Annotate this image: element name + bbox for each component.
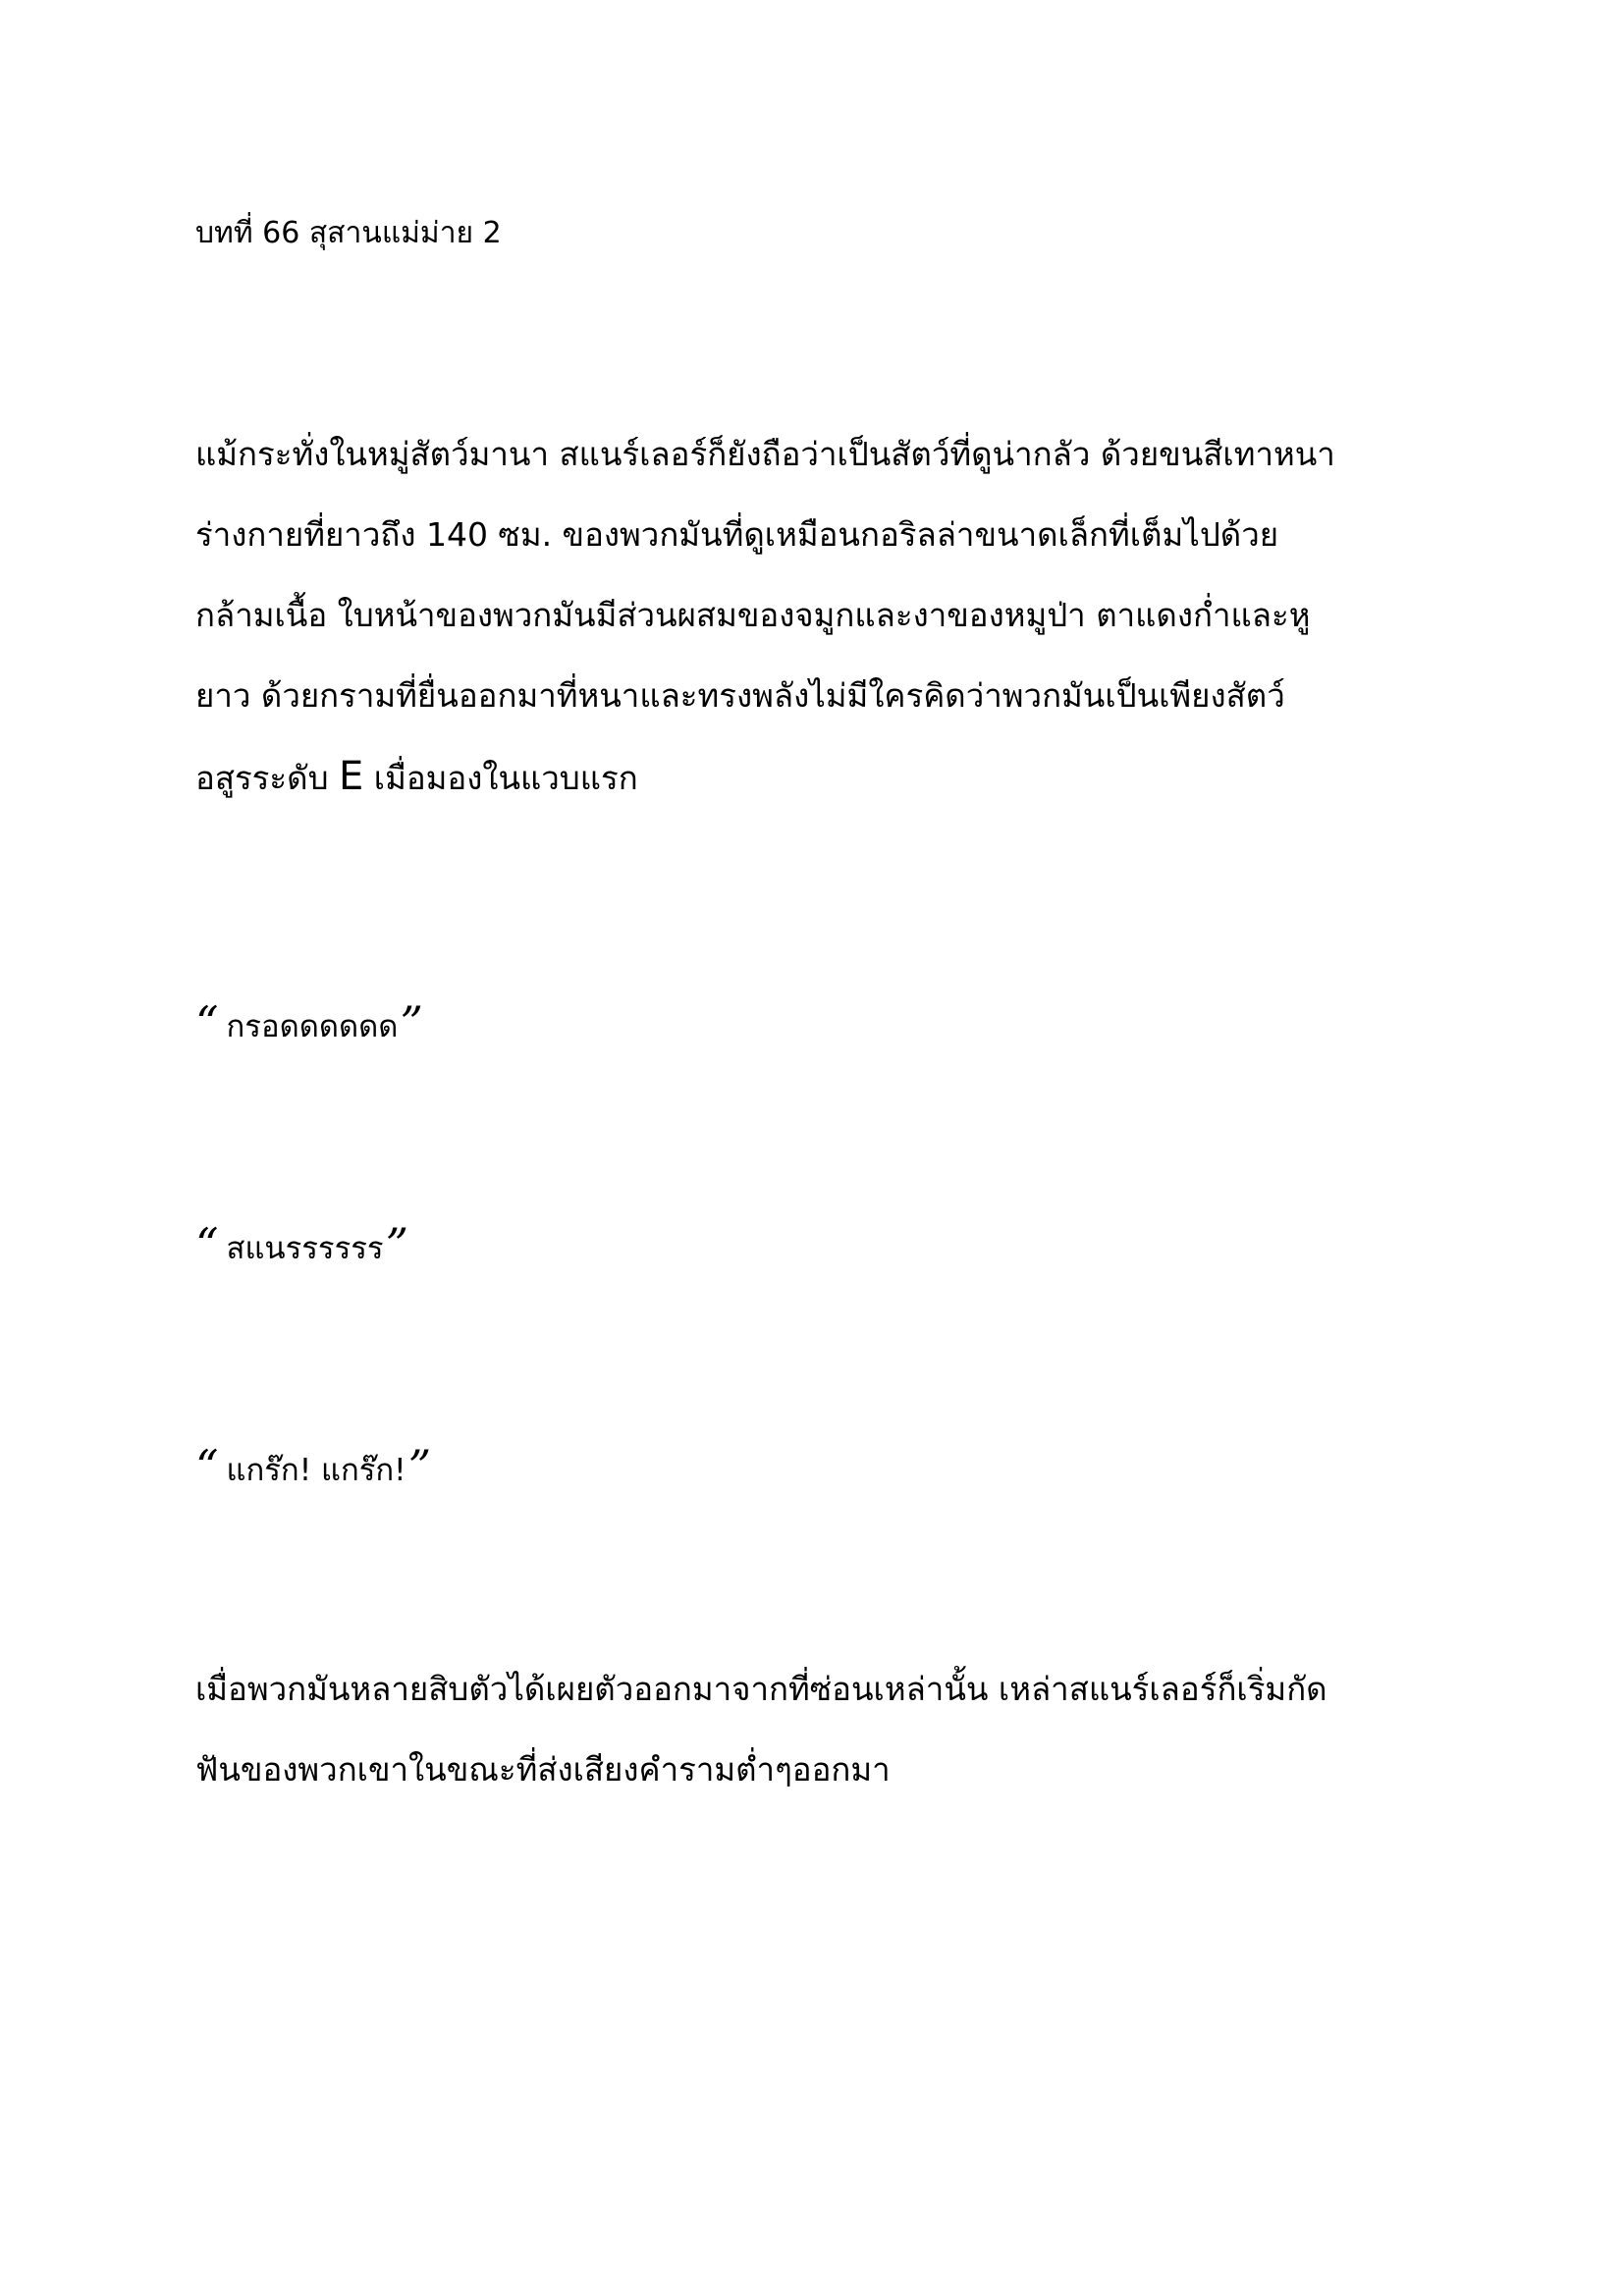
dialogue-quote-1 bbox=[195, 988, 423, 1061]
line-text-after-grade: เมื่อมองในแวบแรก bbox=[373, 759, 638, 797]
close-quote-mark: ” bbox=[407, 1440, 432, 1493]
chapter-title: บทที่ 66 สุสานแม่ม่าย 2 bbox=[195, 216, 502, 250]
open-quote-mark: “ bbox=[195, 1440, 219, 1493]
open-quote-mark: “ bbox=[195, 996, 219, 1049]
paragraph-line: ฟันของพวกเขาในขณะที่ส่งเสียงคำรามต่ำๆออกมา bbox=[195, 1750, 891, 1789]
quote-text: แกร๊ก! แกร๊ก! bbox=[226, 1453, 406, 1488]
paragraph-line: แม้กระทั่งในหมู่สัตว์มานา สแนร์เลอร์ก็ยังถือว่าเป็นสัตว์ที่ดูน่ากลัว ด้วยขนสีเทาหนา bbox=[195, 435, 1335, 473]
paragraph-description bbox=[195, 414, 1335, 819]
dialogue-quote-2 bbox=[195, 1210, 408, 1283]
close-quote-mark: ” bbox=[400, 996, 423, 1049]
grade-letter: E bbox=[339, 754, 364, 799]
paragraph-line bbox=[195, 736, 1335, 819]
line-text-before-grade: อสูรระดับ bbox=[195, 759, 329, 797]
paragraph-narration bbox=[195, 1649, 1327, 1810]
close-quote-mark: ” bbox=[385, 1218, 409, 1271]
quote-text: กรอดดดดดด bbox=[226, 1009, 399, 1044]
open-quote-mark: “ bbox=[195, 1218, 219, 1271]
paragraph-line: ร่างกายที่ยาวถึง 140 ซม. ของพวกมันที่ดูเหมือนกอริลล่าขนาดเล็กที่เต็มไปด้วย bbox=[195, 515, 1279, 554]
paragraph-line: เมื่อพวกมันหลายสิบตัวได้เผยตัวออกมาจากที่ซ่อนเหล่านั้น เหล่าสแนร์เลอร์ก็เริ่มกัด bbox=[195, 1670, 1327, 1708]
paragraph-line: กล้ามเนื้อ ใบหน้าของพวกมันมีส่วนผสมของจมูกและงาของหมูป่า ตาแดงก่ำและหู bbox=[195, 596, 1311, 634]
quote-text: สแนรรรรรร bbox=[226, 1231, 384, 1266]
paragraph-line: ยาว ด้วยกรามที่ยื่นออกมาที่หนาและทรงพลังไม่มีใครคิดว่าพวกมันเป็นเพียงสัตว์ bbox=[195, 676, 1285, 715]
dialogue-quote-3 bbox=[195, 1432, 431, 1505]
